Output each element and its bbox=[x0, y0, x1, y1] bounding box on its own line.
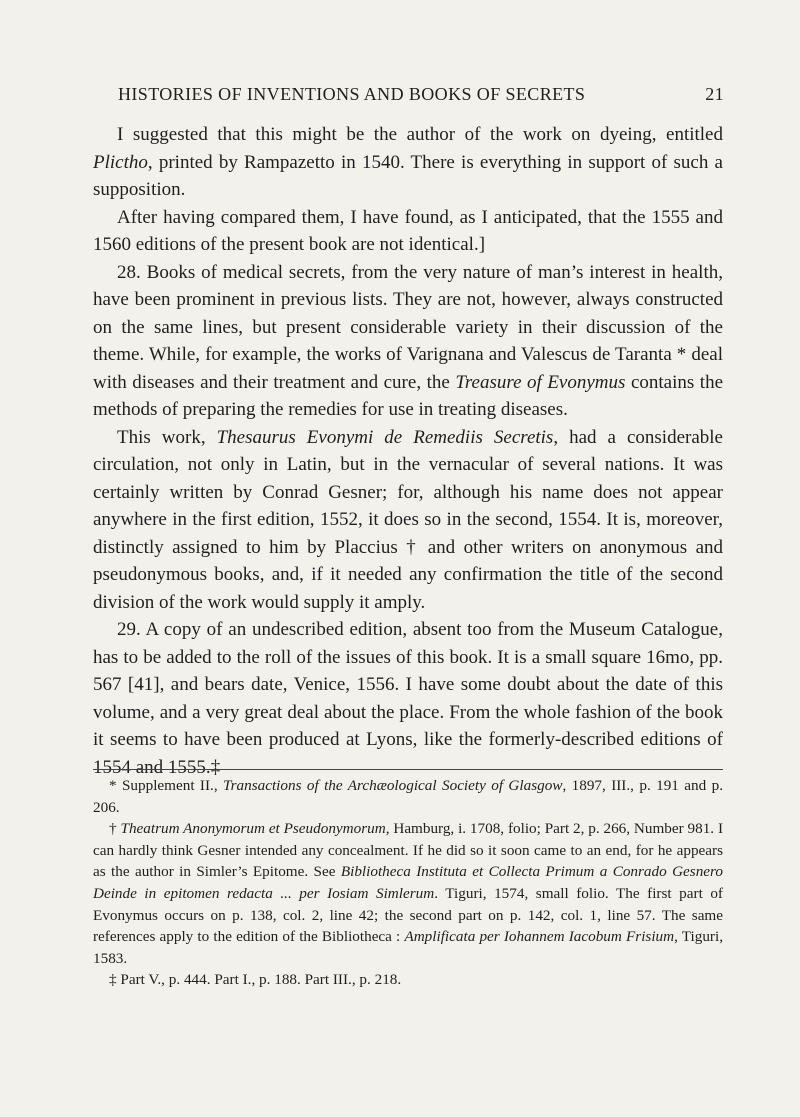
text-run: , had a considerable circulation, not only in Latin, but in the vernacular of several nations. It was certainly written by Conrad Gesner; for, although his name does not appear anywhere in the first edition, 1552, it does so in the second, 1554. It is, moreover, distinctly assigned to him by Placcius bbox=[93, 426, 723, 558]
text-run: , Hamburg, i. 1708, folio; Part 2, p. 266, Number 981. I can hardly think Gesner intended any concealment. If he did so it soon came to an end, for he appears as the author in Simler’s Epitome. See bbox=[93, 820, 724, 881]
paragraph-thesaurus bbox=[93, 424, 723, 617]
footnote-1 bbox=[93, 775, 723, 818]
italic-title: Thesaurus Evonymi de Remediis Secretis bbox=[216, 426, 554, 448]
text-run: and other writers on anonymous and pseudonymous books, and, if it needed any confirmation the title of the second division of the work would supply it amply. bbox=[93, 536, 724, 613]
italic-title: Bibliotheca Instituta et Collecta Primum a Conrado Gesnero Deinde in epitomen redacta ... per Iosiam Simlerum bbox=[93, 863, 723, 902]
paragraph-plictho bbox=[93, 121, 723, 204]
text-run: deal with diseases and their treatment and cure, the bbox=[93, 344, 723, 393]
text-run: , printed by Rampazetto in 1540. There is everything in support of such a supposition. bbox=[93, 151, 723, 200]
text-run: * Supplement II., bbox=[109, 777, 224, 794]
paragraph-29 bbox=[93, 616, 723, 781]
footnotes bbox=[93, 775, 723, 991]
footnote-rule bbox=[93, 769, 723, 770]
text-run: ‡ Part V., p. 444. Part I., p. 188. Part III., p. 218. bbox=[109, 971, 402, 989]
page-number: 21 bbox=[705, 84, 724, 104]
main-text bbox=[93, 121, 723, 781]
text-run: 29. A copy of an undescribed edition, absent too from the Museum Catalogue, has to be added to the roll of the issues of this book. It is a small square 16mo, pp. 567 [41], and bears date, Venice, 1556. I have some doubt about the date of this volume, and a very great deal about the place. From the whole fashion of the book it seems to have been produced at Lyons, like the formerly-described editions of 1554 and 1555. bbox=[93, 619, 723, 778]
text-run: This work, bbox=[117, 426, 217, 448]
text-run: , 1897, III., p. 191 and p. 206. bbox=[93, 777, 723, 816]
footnote-mark: ‡ bbox=[210, 756, 221, 778]
footnote-mark: * bbox=[671, 344, 692, 365]
text-run: . Tiguri, 1574, small folio. The first part of Evonymus occurs on p. 138, col. 2, line 42; the second part on p. 142, col. 1, line 57. The same references apply to the edition of the Bibliotheca : bbox=[93, 884, 723, 946]
footnote-mark: † bbox=[397, 536, 428, 558]
paragraph-28 bbox=[93, 259, 723, 424]
text-run: I suggested that this might be the author of the work on dyeing, entitled bbox=[117, 124, 723, 145]
italic-title: Treasure of Evonymus bbox=[455, 371, 626, 393]
running-title: HISTORIES OF INVENTIONS AND BOOKS OF SECRETS bbox=[118, 84, 586, 104]
paragraph-editions bbox=[93, 204, 723, 259]
footnote-2 bbox=[93, 818, 723, 969]
footnote-3 bbox=[93, 969, 723, 991]
text-run: , Tiguri, 1583. bbox=[93, 928, 724, 967]
italic-title: Plictho bbox=[93, 151, 148, 173]
text-run: † bbox=[109, 820, 121, 838]
text-run: contains the methods of preparing the remedies for use in treating diseases. bbox=[93, 371, 724, 420]
text-run: 28. Books of medical secrets, from the very nature of man’s interest in health, have been prominent in previous lists. They are not, however, always constructed on the same lines, but present considerable variety in their discussion of the theme. While, for example, the works of Varignana and Valescus de Taranta bbox=[93, 261, 723, 365]
italic-title: Theatrum Anonymorum et Pseudonymorum bbox=[120, 820, 386, 838]
italic-title: Amplificata per Iohannem Iacobum Frisium bbox=[404, 928, 675, 946]
italic-title: Transactions of the Archæological Society of Glasgow bbox=[223, 777, 563, 794]
text-run: After having compared them, I have found, as I anticipated, that the 1555 and 1560 editions of the present book are not identical.] bbox=[93, 206, 723, 255]
